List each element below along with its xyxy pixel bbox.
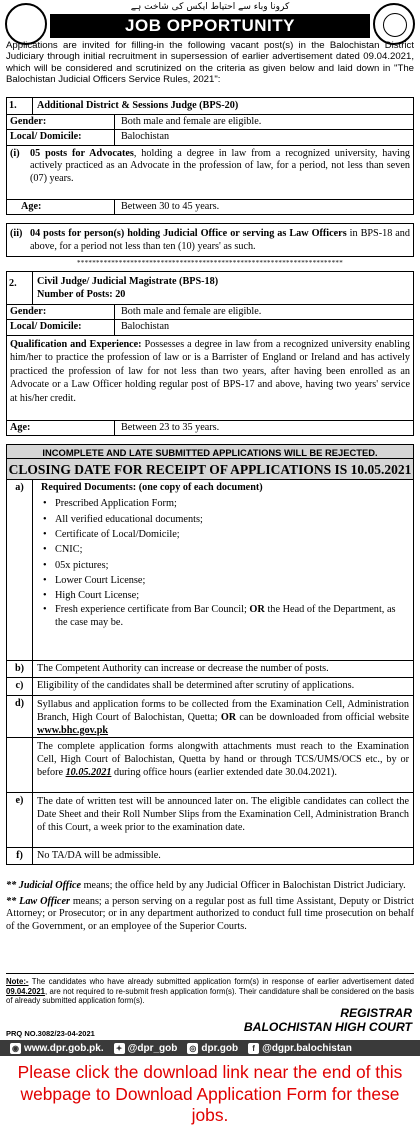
facebook-text: @dgpr.balochistan	[262, 1042, 352, 1054]
list-item: • All verified educational documents;	[41, 512, 409, 527]
website-text: www.dpr.gob.pk.	[24, 1042, 104, 1054]
list-item: • Prescribed Application Form;	[41, 496, 409, 511]
list-item: • Certificate of Local/Domicile;	[41, 527, 409, 542]
terms-table	[6, 480, 414, 865]
term-d-number: d)	[7, 696, 33, 737]
social-twitter[interactable]	[114, 1043, 178, 1054]
prq-number: PRQ NO.3082/23-04-2021	[6, 1029, 95, 1038]
option-1-text: 05 posts for Advocates, holding a degree in law from a recognized university, having actively practiced as an Advocate in the profession of law, for a period, not less than seven (07) years.	[30, 147, 411, 184]
age-value: Between 30 to 45 years.	[121, 200, 220, 212]
domicile-value: Balochistan	[121, 131, 170, 143]
gender-value: Both male and female are eligible.	[121, 116, 262, 127]
divider-stars: **********************************************************************	[77, 259, 343, 267]
post-2-count: Number of Posts: 20	[37, 289, 126, 300]
note-paragraph: Note:- The candidates who have already submitted application form(s) in response of earlier advertisement dated 09.04.2021, are not required to re-submit fresh application form(s). Their candidature shall be considered on the basis of already submitted application form(s).	[6, 977, 414, 1006]
download-instruction: Please click the download link near the end of this webpage to Download Application Form for these jobs.	[17, 1062, 403, 1125]
post-2-number: 2.	[7, 272, 33, 304]
instagram-text: dpr.gob	[201, 1042, 239, 1054]
list-item: • CNIC;	[41, 542, 409, 557]
registrar-title: REGISTRAR	[340, 1006, 412, 1020]
facebook-icon: f	[248, 1043, 259, 1054]
post-2-table	[6, 271, 414, 436]
term-d2-number	[7, 738, 33, 792]
age-value: Between 23 to 35 years.	[121, 421, 220, 433]
globe-icon: ◉	[10, 1043, 21, 1054]
term-f-text: No TA/DA will be admissible.	[37, 849, 161, 861]
qualification-text: Qualification and Experience: Possesses a degree in law from a recognized university enabling him/her to practice the profession of law or is a Barrister of England or Ireland and has actively practiced the profession of law for not less than two years, after having been enrolled as an Advocate or a Law Officer holding regular post of BPS-17 and above, having two years' service at his/her credit.	[10, 338, 410, 404]
twitter-text: @dpr_gob	[127, 1042, 178, 1054]
term-b-text: The Competent Authority can increase or decrease the number of posts.	[37, 663, 329, 674]
instagram-icon: ◎	[187, 1043, 198, 1054]
post-1-number: 1.	[7, 98, 33, 114]
list-item: • 05x pictures;	[41, 558, 409, 573]
post-1-option-2	[6, 223, 414, 257]
urdu-tagline: کرونا وباء سے احتیاط ایکس کی شاخت ہے	[130, 2, 290, 12]
post-1-title: Additional District & Sessions Judge (BPS-20)	[37, 100, 239, 111]
court-name: BALOCHISTAN HIGH COURT	[243, 1020, 412, 1034]
intro-paragraph: Applications are invited for filling-in the following vacant post(s) in the Balochistan District Judiciary through initial recruitment in supersession of earlier advertisement dated 09.04.2021, which will be considered and scrutinized on the criteria as given below and laid down in "The Balochistan Judicial Officers Service Rules, 2021":	[6, 40, 414, 85]
term-d2-text: The complete application forms alongwith attachments must reach to the Examination Cell, High Court of Balochistan, Quetta by hand or through TCS/UMS/OCS etc., by or before 10.05.2021 during office hours (earlier extended date 30.04.2021).	[37, 740, 409, 778]
social-facebook[interactable]	[248, 1043, 352, 1054]
term-f-number: f)	[7, 848, 33, 864]
term-c-number: c)	[7, 678, 33, 694]
domicile-label: Local/ Domicile:	[7, 130, 115, 144]
list-item: • High Court License;	[41, 588, 409, 603]
term-e-text: The date of written test will be announced later on. The eligible candidates can collect the Date Sheet and their Roll Number Slips from the Examination Cell, Administration Branch of this Court, a week prior to the examination date.	[37, 795, 409, 833]
judicial-office-definition: ** Judicial Office means; the office held by any Judicial Officer in Balochistan District Judiciary.	[6, 880, 406, 891]
closing-date-banner: CLOSING DATE FOR RECEIPT OF APPLICATIONS IS 10.05.2021	[6, 459, 414, 480]
term-e-number: e)	[7, 793, 33, 847]
term-c-text: Eligibility of the candidates shall be determined after scrutiny of applications.	[37, 680, 355, 692]
post-2-title: Civil Judge/ Judicial Magistrate (BPS-18)	[37, 276, 219, 287]
list-item: • Lower Court License;	[41, 573, 409, 588]
option-2-number: (ii)	[10, 228, 23, 239]
social-bar	[0, 1040, 420, 1056]
post-1-table	[6, 97, 414, 215]
domicile-label: Local/ Domicile:	[7, 320, 115, 334]
term-a-number: a)	[7, 480, 33, 660]
option-1-number: (i)	[10, 147, 20, 159]
option-2-text: 04 posts for person(s) holding Judicial Office or serving as Law Officers in BPS-18 and above, for a period not less than ten (10) years' as such.	[30, 228, 410, 252]
social-instagram[interactable]	[187, 1043, 238, 1054]
twitter-icon: ✦	[114, 1043, 125, 1054]
age-label: Age:	[7, 200, 115, 214]
gender-label: Gender:	[7, 115, 115, 129]
rejection-banner: INCOMPLETE AND LATE SUBMITTED APPLICATIONS WILL BE REJECTED.	[6, 444, 414, 459]
domicile-value: Balochistan	[121, 321, 170, 333]
required-docs-title: Required Documents: (one copy of each document)	[41, 482, 263, 493]
signature-block	[244, 1006, 412, 1034]
required-docs-list	[41, 496, 409, 629]
gender-value: Both male and female are eligible.	[121, 306, 262, 317]
age-label: Age:	[7, 421, 115, 435]
social-website[interactable]	[10, 1043, 104, 1054]
term-b-number: b)	[7, 661, 33, 677]
list-item: • Fresh experience certificate from Bar Council; OR the Head of the Department, as the case may be.	[41, 603, 409, 629]
gender-label: Gender:	[7, 305, 115, 319]
divider	[6, 973, 414, 974]
high-court-seal-icon	[373, 3, 415, 45]
law-officer-definition: ** Law Officer means; a person serving on a regular post as full time Assistant, Deputy or District Attorney; or Prosecutor; or in any department authorized to conduct full time prosecution on behalf of the Government, or an employee of the Superior Courts.	[6, 895, 414, 932]
term-d-text: Syllabus and application forms to be collected from the Examination Cell, Administration Branch, High Court of Balochistan, Quetta; OR can be downloaded from official website www.bhc.gov.pk	[37, 698, 409, 736]
website-link[interactable]: www.bhc.gov.pk	[37, 724, 109, 736]
page-title: JOB OPPORTUNITY	[50, 14, 370, 38]
definitions	[6, 880, 414, 933]
